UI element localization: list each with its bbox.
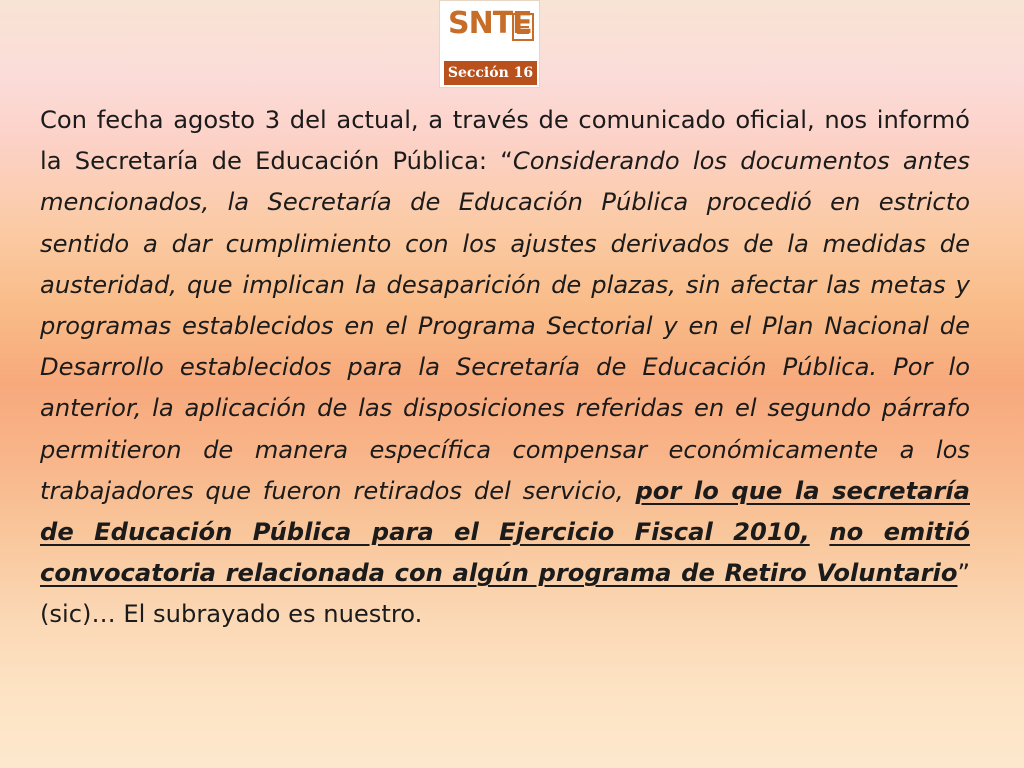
underlined-phrase-retiro-voluntario: no emitió convocatoria relacionada con algún programa de Retiro Voluntario: [40, 518, 970, 588]
logo-section-band: Sección 16: [444, 61, 537, 85]
book-icon: [512, 13, 534, 41]
paragraph-tail: ” (sic)… El subrayado es nuestro.: [40, 559, 970, 629]
body-paragraph: [40, 100, 970, 636]
logo-wordmark: SNTE: [448, 6, 532, 41]
paragraph-space: [810, 518, 830, 546]
underlined-phrase-fiscal-2010: por lo que la secretaría de Educación Pública para el Ejercicio Fiscal 2010,: [40, 476, 970, 547]
paragraph-lead: Con fecha agosto 3 del actual, a través de comunicado oficial, nos informó la Secretaría de Educación Pública: “: [40, 106, 970, 176]
snte-logo: [439, 0, 540, 88]
paragraph-quote: Considerando los documentos antes mencionados, la Secretaría de Educación Pública procedió en estricto sentido a dar cumplimiento con los ajustes derivados de la medidas de austeridad, que implican la desaparición de plazas, sin afectar las metas y programas establecidos en el Programa Sectorial y en el Plan Nacional de Desarrollo establecidos para la Secretaría de Educación Pública. Por lo anterior, la aplicación de las disposiciones referidas en el segundo párrafo permitieron de manera específica compensar económicamente a los trabajadores que fueron retirados del servicio,: [40, 147, 971, 505]
